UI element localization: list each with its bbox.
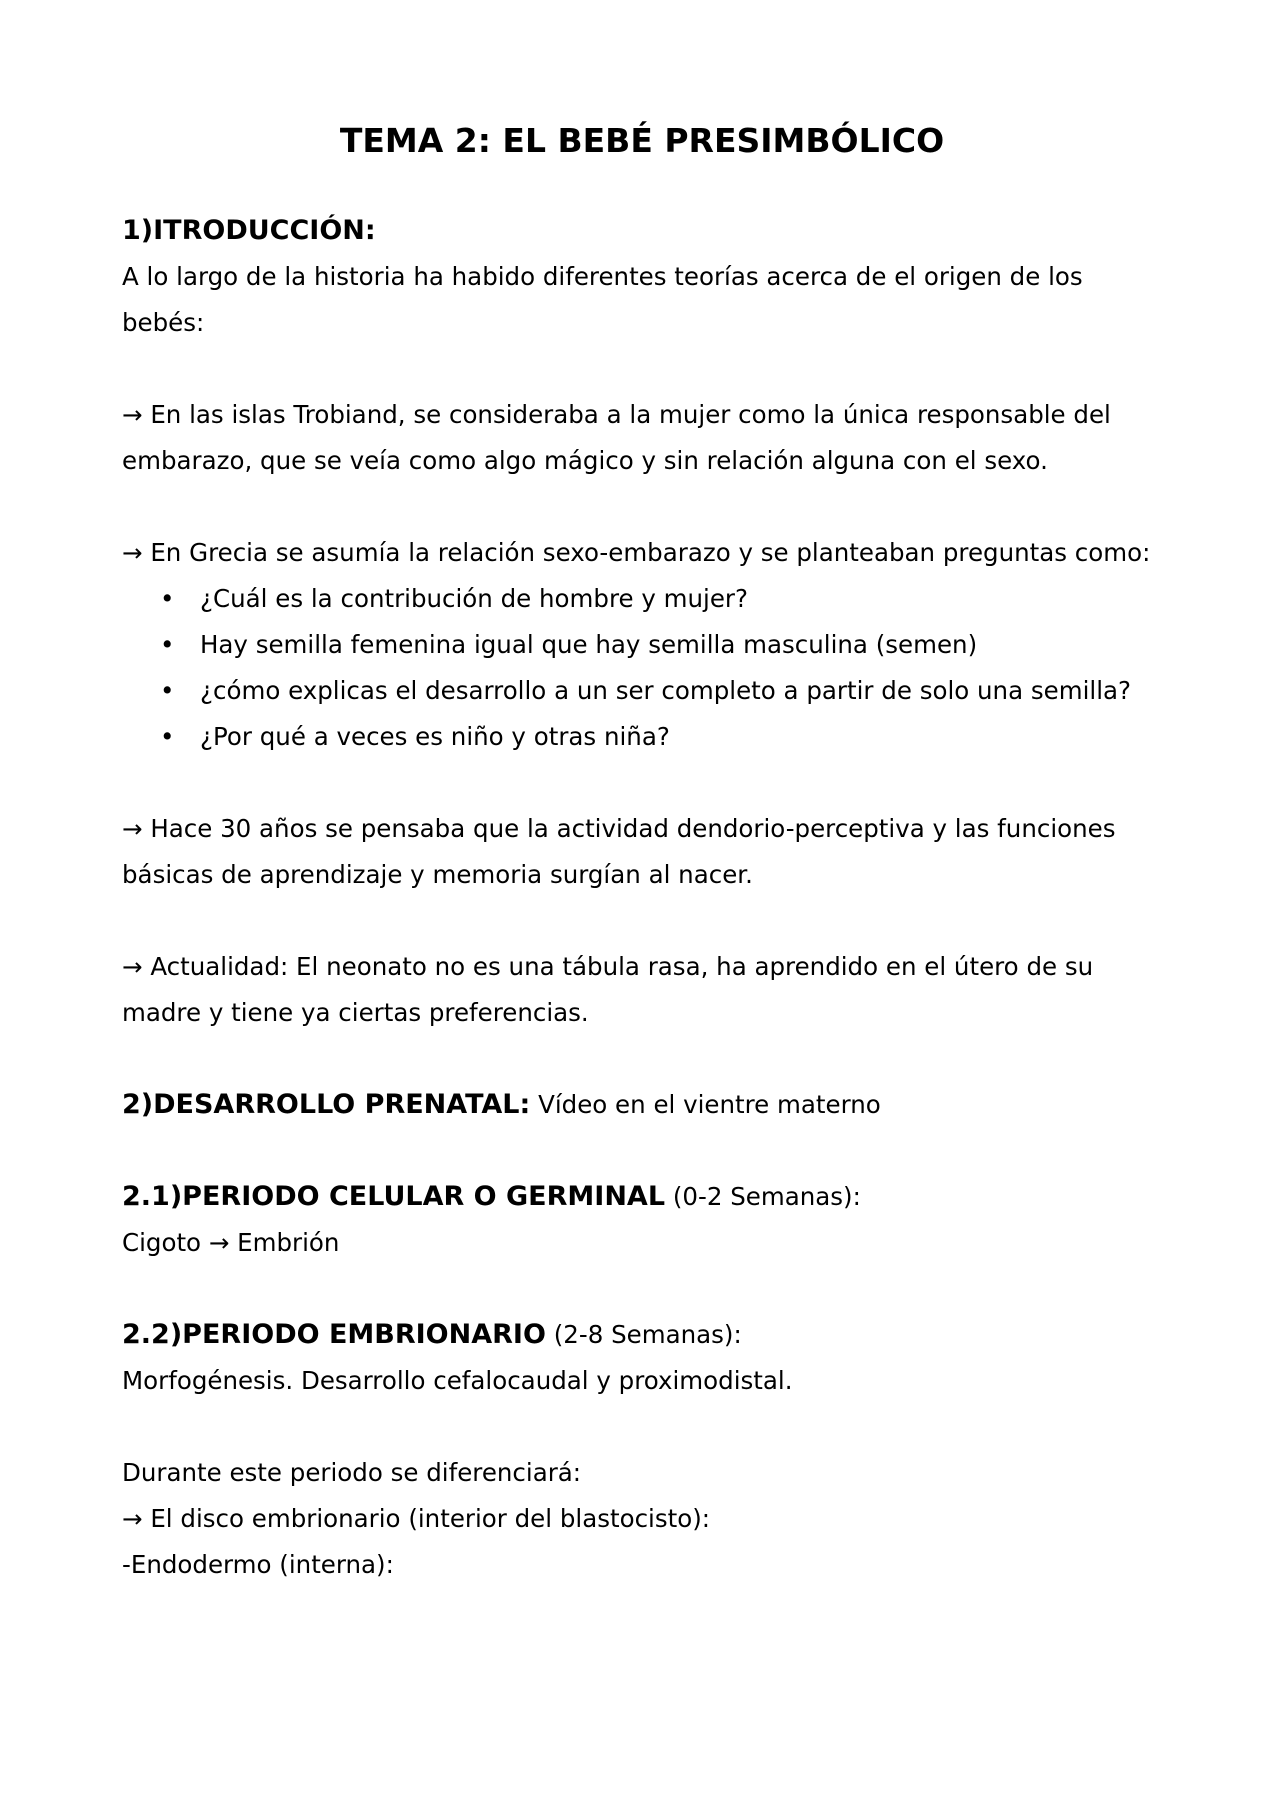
cigoto-paragraph: Cigoto → Embrión: [122, 1228, 340, 1257]
spacer: [122, 898, 1162, 944]
spacer: [122, 1266, 1162, 1312]
section-2-1-heading: [122, 1174, 1162, 1220]
section-2-2-heading-text: 2.2)PERIODO EMBRIONARIO: [122, 1319, 546, 1350]
intro-paragraph: A lo largo de la historia ha habido diferentes teorías acerca de el origen de los bebés:: [122, 262, 1083, 337]
list-item-text: Hay semilla femenina igual que hay semilla masculina (semen): [200, 630, 978, 659]
hace30-paragraph: → Hace 30 años se pensaba que la actividad dendorio-perceptiva y las funciones básicas de aprendizaje y memoria surgían al nacer.: [122, 814, 1116, 889]
spacer: [122, 1128, 1162, 1174]
bullet-icon: •: [160, 676, 175, 705]
questions-list: [122, 576, 1162, 760]
document-content: [122, 118, 1162, 1588]
list-item: [122, 714, 1162, 760]
section-2-heading: [122, 1082, 1162, 1128]
list-item: [122, 576, 1162, 622]
section-2-1-heading-suffix: (0-2 Semanas):: [665, 1182, 861, 1211]
section-2-2-heading: [122, 1312, 1162, 1358]
endodermo-paragraph: -Endodermo (interna):: [122, 1550, 394, 1579]
section-2-1-heading-text: 2.1)PERIODO CELULAR O GERMINAL: [122, 1181, 666, 1212]
section-2-heading-text: 2)DESARROLLO PRENATAL:: [122, 1089, 531, 1120]
list-item-text: ¿Por qué a veces es niño y otras niña?: [200, 722, 670, 751]
list-item: [122, 668, 1162, 714]
section-2-heading-suffix: Vídeo en el vientre materno: [530, 1090, 881, 1119]
durante-paragraph: Durante este periodo se diferenciará:: [122, 1458, 582, 1487]
grecia-paragraph: → En Grecia se asumía la relación sexo-embarazo y se planteaban preguntas como:: [122, 538, 1151, 567]
spacer: [122, 484, 1162, 530]
morfogenesis-paragraph: Morfogénesis. Desarrollo cefalocaudal y proximodistal.: [122, 1366, 793, 1395]
disco-paragraph: → El disco embrionario (interior del blastocisto):: [122, 1504, 711, 1533]
section-1-heading-text: 1)ITRODUCCIÓN:: [122, 215, 376, 246]
bullet-icon: •: [160, 722, 175, 751]
bullet-icon: •: [160, 584, 175, 613]
spacer: [122, 1036, 1162, 1082]
list-item-text: ¿cómo explicas el desarrollo a un ser completo a partir de solo una semilla?: [200, 676, 1132, 705]
trobiand-paragraph: → En las islas Trobiand, se consideraba a la mujer como la única responsable del embarazo, que se veía como algo mágico y sin relación alguna con el sexo.: [122, 400, 1111, 475]
spacer: [122, 760, 1162, 806]
spacer: [122, 1404, 1162, 1450]
section-2-2-heading-suffix: (2-8 Semanas):: [545, 1320, 742, 1349]
section-1-heading: [122, 208, 1162, 254]
list-item: [122, 622, 1162, 668]
spacer: [122, 346, 1162, 392]
bullet-icon: •: [160, 630, 175, 659]
page-title: TEMA 2: EL BEBÉ PRESIMBÓLICO: [339, 121, 945, 160]
list-item-text: ¿Cuál es la contribución de hombre y mujer?: [200, 584, 748, 613]
actualidad-paragraph: → Actualidad: El neonato no es una tábula rasa, ha aprendido en el útero de su madre y tiene ya ciertas preferencias.: [122, 952, 1094, 1027]
